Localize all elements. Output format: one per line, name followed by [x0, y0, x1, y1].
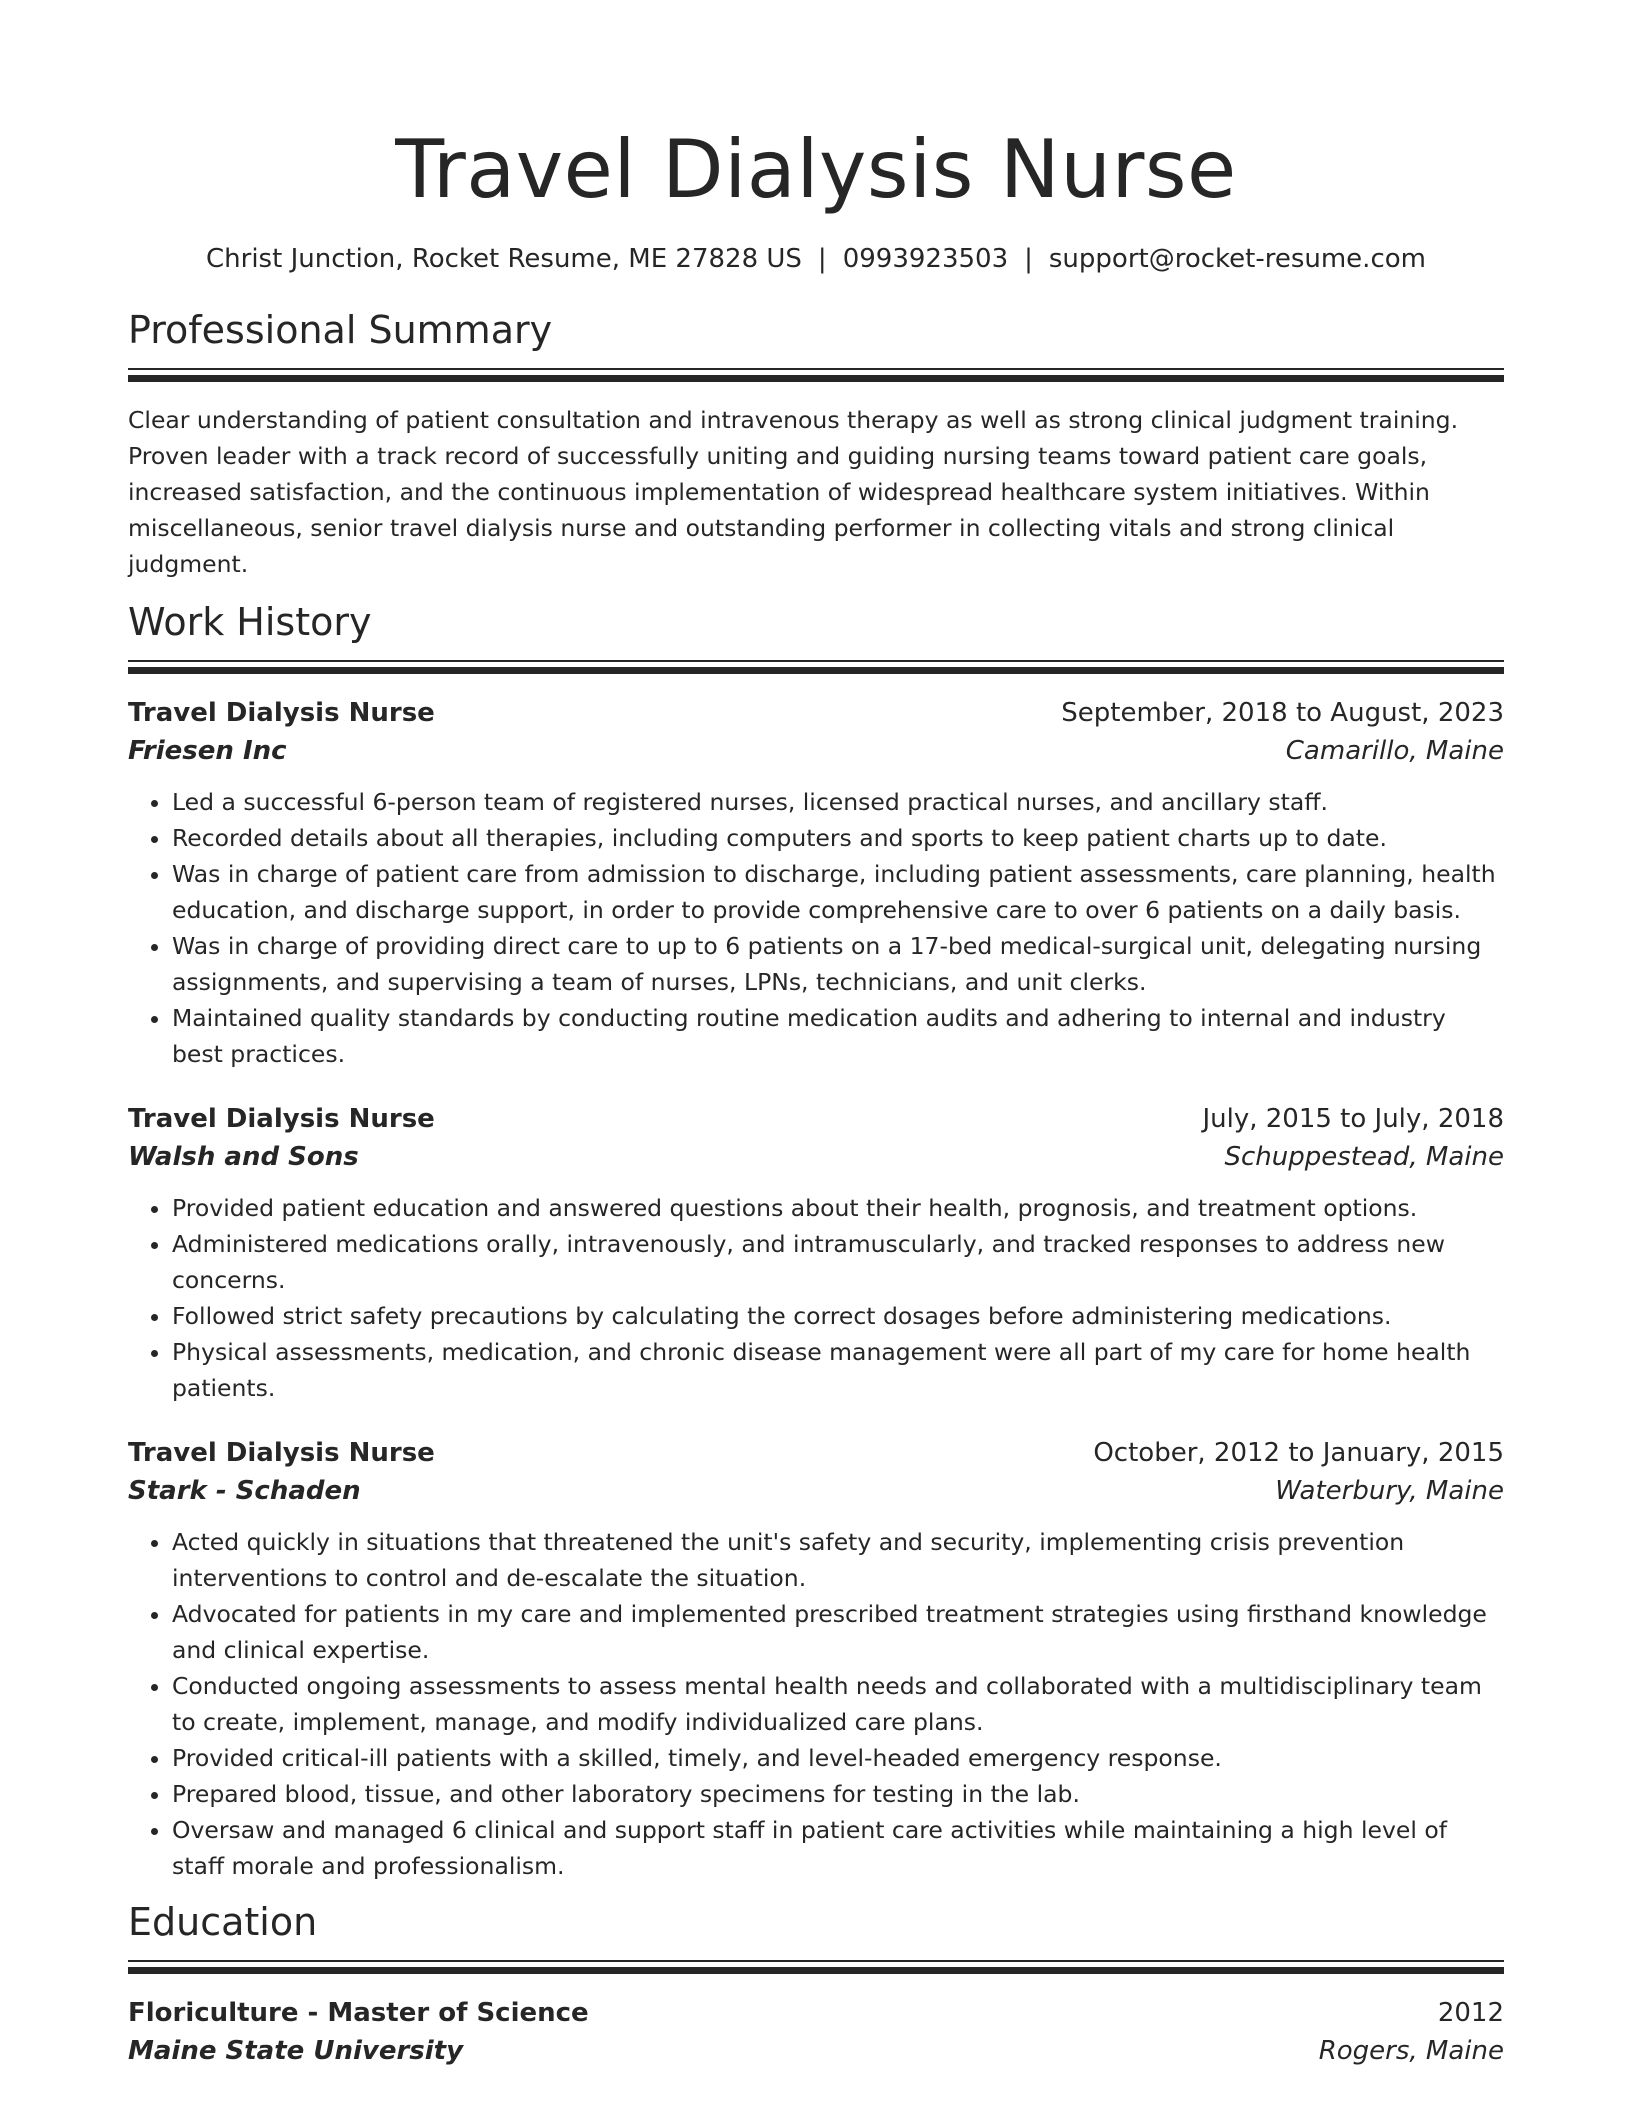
job-entry — [128, 1434, 1504, 1884]
contact-separator: | — [1024, 244, 1033, 274]
summary-text: Clear understanding of patient consultation and intravenous therapy as well as strong clinical judgment training. Proven leader with a track record of successfully uniting and guiding nursing teams toward patient care goals, increased satisfaction, and the continuous implementation of widespread healthcare system initiatives. Within miscellaneous, senior travel dialysis nurse and outstanding performer in collecting vitals and strong clinical judgment. — [128, 406, 1459, 578]
job-title: Travel Dialysis Nurse — [128, 1438, 435, 1468]
job-title: Travel Dialysis Nurse — [128, 1104, 435, 1134]
job-company: Friesen Inc — [128, 736, 287, 766]
job-bullet: • Recorded details about all therapies, including computers and sports to keep patient charts up to date. — [172, 820, 1504, 856]
job-bullet: • Acted quickly in situations that threatened the unit's safety and security, implementing crisis prevention interventions to control and de-escalate the situation. — [172, 1524, 1504, 1596]
section-divider — [128, 368, 1504, 382]
job-dates: October, 2012 to January, 2015 — [1093, 1438, 1504, 1468]
job-bullets — [128, 1190, 1504, 1406]
education-degree: Floriculture - Master of Science — [128, 1998, 589, 2028]
contact-line — [128, 242, 1504, 276]
job-entry — [128, 694, 1504, 1072]
job-bullet: • Provided critical-ill patients with a skilled, timely, and level-headed emergency response. — [172, 1740, 1504, 1776]
section-education — [128, 1898, 1504, 2070]
job-bullet: • Oversaw and managed 6 clinical and support staff in patient care activities while maintaining a high level of staff morale and professionalism. — [172, 1812, 1504, 1884]
job-bullets — [128, 784, 1504, 1072]
job-location: Camarillo, Maine — [1285, 736, 1504, 766]
job-bullet: • Advocated for patients in my care and implemented prescribed treatment strategies using firsthand knowledge and clinical expertise. — [172, 1596, 1504, 1668]
section-work-history — [128, 598, 1504, 1884]
education-year: 2012 — [1437, 1998, 1504, 2028]
job-bullet: • Provided patient education and answered questions about their health, prognosis, and treatment options. — [172, 1190, 1504, 1226]
job-bullet: • Was in charge of providing direct care to up to 6 patients on a 17-bed medical-surgical unit, delegating nursing assignments, and supervising a team of nurses, LPNs, technicians, and unit clerks. — [172, 928, 1504, 1000]
resume-name: Travel Dialysis Nurse — [395, 123, 1237, 216]
section-title: Work History — [128, 600, 372, 644]
job-bullet: • Led a successful 6-person team of registered nurses, licensed practical nurses, and ancillary staff. — [172, 784, 1504, 820]
contact-separator: | — [817, 244, 827, 274]
education-location: Rogers, Maine — [1318, 2036, 1504, 2066]
job-bullet: • Followed strict safety precautions by calculating the correct dosages before administering medications. — [172, 1298, 1504, 1334]
job-entry — [128, 1100, 1504, 1406]
education-school: Maine State University — [128, 2036, 464, 2066]
section-divider — [128, 660, 1504, 674]
job-title: Travel Dialysis Nurse — [128, 698, 435, 728]
contact-address: Christ Junction, Rocket Resume, ME 27828 US — [206, 244, 802, 274]
job-dates: July, 2015 to July, 2018 — [1202, 1104, 1504, 1134]
job-bullet: • Conducted ongoing assessments to assess mental health needs and collaborated with a multidisciplinary team to create, implement, manage, and modify individualized care plans. — [172, 1668, 1504, 1740]
section-divider — [128, 1960, 1504, 1974]
job-company: Stark - Schaden — [128, 1476, 361, 1506]
contact-email[interactable]: support@rocket-resume.com — [1048, 244, 1426, 274]
job-company: Walsh and Sons — [128, 1142, 359, 1172]
job-bullet: • Maintained quality standards by conducting routine medication audits and adhering to internal and industry best practices. — [172, 1000, 1504, 1072]
job-location: Waterbury, Maine — [1275, 1476, 1504, 1506]
section-title: Education — [128, 1900, 318, 1944]
job-bullet: • Prepared blood, tissue, and other laboratory specimens for testing in the lab. — [172, 1776, 1504, 1812]
job-bullet: • Physical assessments, medication, and chronic disease management were all part of my care for home health patients. — [172, 1334, 1504, 1406]
job-bullets — [128, 1524, 1504, 1884]
contact-phone: 0993923503 — [842, 244, 1009, 274]
job-dates: September, 2018 to August, 2023 — [1061, 698, 1504, 728]
section-title: Professional Summary — [128, 308, 553, 352]
job-bullet: • Was in charge of patient care from admission to discharge, including patient assessments, care planning, health education, and discharge support, in order to provide comprehensive care to over 6 patients on a daily basis. — [172, 856, 1504, 928]
section-professional-summary — [128, 306, 1504, 582]
job-bullet: • Administered medications orally, intravenously, and intramuscularly, and tracked responses to address new concerns. — [172, 1226, 1504, 1298]
job-location: Schuppestead, Maine — [1224, 1142, 1504, 1172]
